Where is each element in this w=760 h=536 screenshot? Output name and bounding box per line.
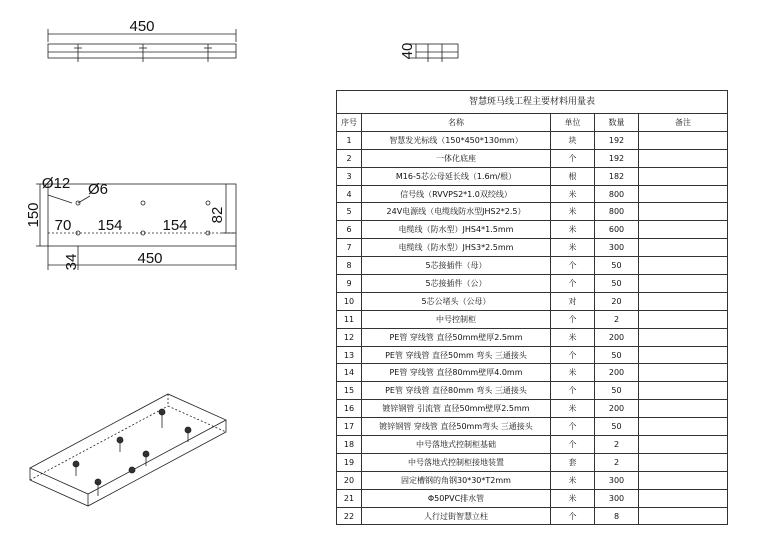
table-row — [337, 239, 728, 257]
cell-qty: 300 — [595, 471, 639, 489]
cell-name: 镀锌钢管 引流管 直径50mm壁厚2.5mm — [362, 400, 551, 418]
table-row — [337, 167, 728, 185]
front-spacing-mid: 154 — [97, 217, 123, 234]
cell-note — [639, 185, 728, 203]
cell-name: 5芯公堵头（公母） — [362, 292, 551, 310]
cell-qty: 20 — [595, 292, 639, 310]
cell-note — [639, 364, 728, 382]
cell-unit: 套 — [551, 453, 595, 471]
cell-unit: 个 — [551, 507, 595, 525]
cell-note — [639, 203, 728, 221]
cell-note — [639, 239, 728, 257]
front-spacing-left: 70 — [54, 217, 72, 234]
cell-name: PE管 穿线管 直径80mm 弯头 三通接头 — [362, 382, 551, 400]
cell-qty: 800 — [595, 203, 639, 221]
table-row — [337, 275, 728, 293]
cell-note — [639, 400, 728, 418]
cell-note — [639, 149, 728, 167]
table-title: 智慧斑马线工程主要材料用量表 — [336, 90, 728, 113]
cell-unit: 对 — [551, 292, 595, 310]
cell-name: 信号线（RVVPS2*1.0双绞线） — [362, 185, 551, 203]
materials-table — [336, 90, 728, 525]
cell-name: 5芯接插件（母） — [362, 257, 551, 275]
front-hole-diameter-large: Ø12 — [41, 175, 71, 192]
table-row — [337, 489, 728, 507]
cell-unit: 米 — [551, 203, 595, 221]
cell-unit: 米 — [551, 489, 595, 507]
top-view-length-dim: 450 — [129, 18, 155, 35]
cell-unit: 个 — [551, 346, 595, 364]
cell-qty: 600 — [595, 221, 639, 239]
side-view-height-dim: 40 — [399, 42, 416, 60]
cell-index: 7 — [337, 239, 362, 257]
table-body — [337, 131, 728, 525]
cell-note — [639, 507, 728, 525]
cell-note — [639, 167, 728, 185]
cell-qty: 50 — [595, 275, 639, 293]
table-row — [337, 292, 728, 310]
cell-note — [639, 346, 728, 364]
cell-index: 22 — [337, 507, 362, 525]
table-row — [337, 471, 728, 489]
cell-unit: 个 — [551, 382, 595, 400]
cell-name: PE管 穿线管 直径80mm壁厚4.0mm — [362, 364, 551, 382]
table-row — [337, 203, 728, 221]
cell-name: 中号控制柜 — [362, 310, 551, 328]
isometric-view — [30, 394, 226, 506]
cell-qty: 200 — [595, 400, 639, 418]
cell-index: 19 — [337, 453, 362, 471]
cell-name: 固定槽钢的角钢30*30*T2mm — [362, 471, 551, 489]
cell-qty: 8 — [595, 507, 639, 525]
cell-index: 16 — [337, 400, 362, 418]
front-hole-diameter-small: Ø6 — [87, 181, 109, 198]
cell-name: M16-5芯公母延长线（1.6m/根） — [362, 167, 551, 185]
cell-unit: 个 — [551, 257, 595, 275]
cell-index: 21 — [337, 489, 362, 507]
front-bottom-offset: 34 — [63, 253, 80, 271]
cell-name: 中号落地式控制柜基础 — [362, 436, 551, 454]
cell-qty: 50 — [595, 418, 639, 436]
cell-unit: 个 — [551, 149, 595, 167]
cell-unit: 米 — [551, 471, 595, 489]
cell-unit: 个 — [551, 436, 595, 454]
cell-unit: 个 — [551, 418, 595, 436]
cell-name: 中号落地式控制柜接地装置 — [362, 453, 551, 471]
cell-note — [639, 471, 728, 489]
cell-index: 17 — [337, 418, 362, 436]
cell-qty: 182 — [595, 167, 639, 185]
front-height-dim: 150 — [25, 202, 42, 228]
table-row — [337, 257, 728, 275]
header-index: 序号 — [337, 114, 362, 132]
cell-qty: 50 — [595, 346, 639, 364]
cell-name: 一体化底座 — [362, 149, 551, 167]
cell-name: 24V电源线（电缆线防水型JHS2*2.5） — [362, 203, 551, 221]
cell-qty: 2 — [595, 436, 639, 454]
front-spacing-right: 154 — [162, 217, 188, 234]
cell-name: Φ50PVC排水管 — [362, 489, 551, 507]
cell-index: 15 — [337, 382, 362, 400]
cell-note — [639, 221, 728, 239]
cell-name: 人行过街智慧立柱 — [362, 507, 551, 525]
cell-name: 电缆线（防水型）JHS4*1.5mm — [362, 221, 551, 239]
front-length-dim: 450 — [137, 250, 163, 267]
cell-note — [639, 453, 728, 471]
table-row — [337, 364, 728, 382]
table-row — [337, 400, 728, 418]
cell-index: 3 — [337, 167, 362, 185]
cell-qty: 300 — [595, 239, 639, 257]
table-row — [337, 453, 728, 471]
cell-unit: 米 — [551, 364, 595, 382]
cell-unit: 米 — [551, 185, 595, 203]
table-row — [337, 328, 728, 346]
cell-unit: 米 — [551, 400, 595, 418]
cell-qty: 2 — [595, 453, 639, 471]
cell-index: 5 — [337, 203, 362, 221]
cell-unit: 米 — [551, 221, 595, 239]
cell-qty: 800 — [595, 185, 639, 203]
cell-unit: 个 — [551, 310, 595, 328]
cell-name: 智慧发光标线（150*450*130mm） — [362, 131, 551, 149]
cell-index: 9 — [337, 275, 362, 293]
cell-unit: 米 — [551, 239, 595, 257]
table-row — [337, 382, 728, 400]
cell-qty: 200 — [595, 364, 639, 382]
table-header-row — [337, 114, 728, 132]
cell-name: PE管 穿线管 直径50mm壁厚2.5mm — [362, 328, 551, 346]
cell-qty: 300 — [595, 489, 639, 507]
header-name: 名称 — [362, 114, 551, 132]
side-view — [409, 44, 458, 62]
table-row — [337, 346, 728, 364]
cell-index: 10 — [337, 292, 362, 310]
cell-index: 20 — [337, 471, 362, 489]
cell-unit: 个 — [551, 275, 595, 293]
cell-name: 5芯接插件（公） — [362, 275, 551, 293]
cell-note — [639, 489, 728, 507]
cell-index: 8 — [337, 257, 362, 275]
cell-note — [639, 131, 728, 149]
cell-index: 12 — [337, 328, 362, 346]
cell-index: 2 — [337, 149, 362, 167]
cell-qty: 2 — [595, 310, 639, 328]
table-row — [337, 436, 728, 454]
cell-name: 镀锌钢管 穿线管 直径50mm弯头 三通接头 — [362, 418, 551, 436]
table-row — [337, 418, 728, 436]
cell-unit: 块 — [551, 131, 595, 149]
cell-name: PE管 穿线管 直径50mm 弯头 三通接头 — [362, 346, 551, 364]
cell-note — [639, 328, 728, 346]
cell-index: 14 — [337, 364, 362, 382]
cell-note — [639, 275, 728, 293]
cell-qty: 192 — [595, 131, 639, 149]
cell-index: 6 — [337, 221, 362, 239]
cell-name: 电缆线（防水型）JHS3*2.5mm — [362, 239, 551, 257]
cell-qty: 192 — [595, 149, 639, 167]
header-note: 备注 — [639, 114, 728, 132]
cell-qty: 50 — [595, 382, 639, 400]
cell-note — [639, 310, 728, 328]
table-row — [337, 131, 728, 149]
table-row — [337, 149, 728, 167]
cell-index: 13 — [337, 346, 362, 364]
cell-note — [639, 257, 728, 275]
header-qty: 数量 — [595, 114, 639, 132]
table-row — [337, 185, 728, 203]
cell-note — [639, 418, 728, 436]
cell-index: 1 — [337, 131, 362, 149]
cell-note — [639, 436, 728, 454]
front-hole-offset-vertical: 82 — [209, 206, 226, 224]
cell-unit: 根 — [551, 167, 595, 185]
header-unit: 单位 — [551, 114, 595, 132]
cell-qty: 50 — [595, 257, 639, 275]
table-row — [337, 221, 728, 239]
cell-index: 4 — [337, 185, 362, 203]
cell-note — [639, 292, 728, 310]
cell-note — [639, 382, 728, 400]
cell-index: 18 — [337, 436, 362, 454]
table-row — [337, 310, 728, 328]
cell-unit: 米 — [551, 328, 595, 346]
cell-qty: 200 — [595, 328, 639, 346]
cell-index: 11 — [337, 310, 362, 328]
table-row — [337, 507, 728, 525]
